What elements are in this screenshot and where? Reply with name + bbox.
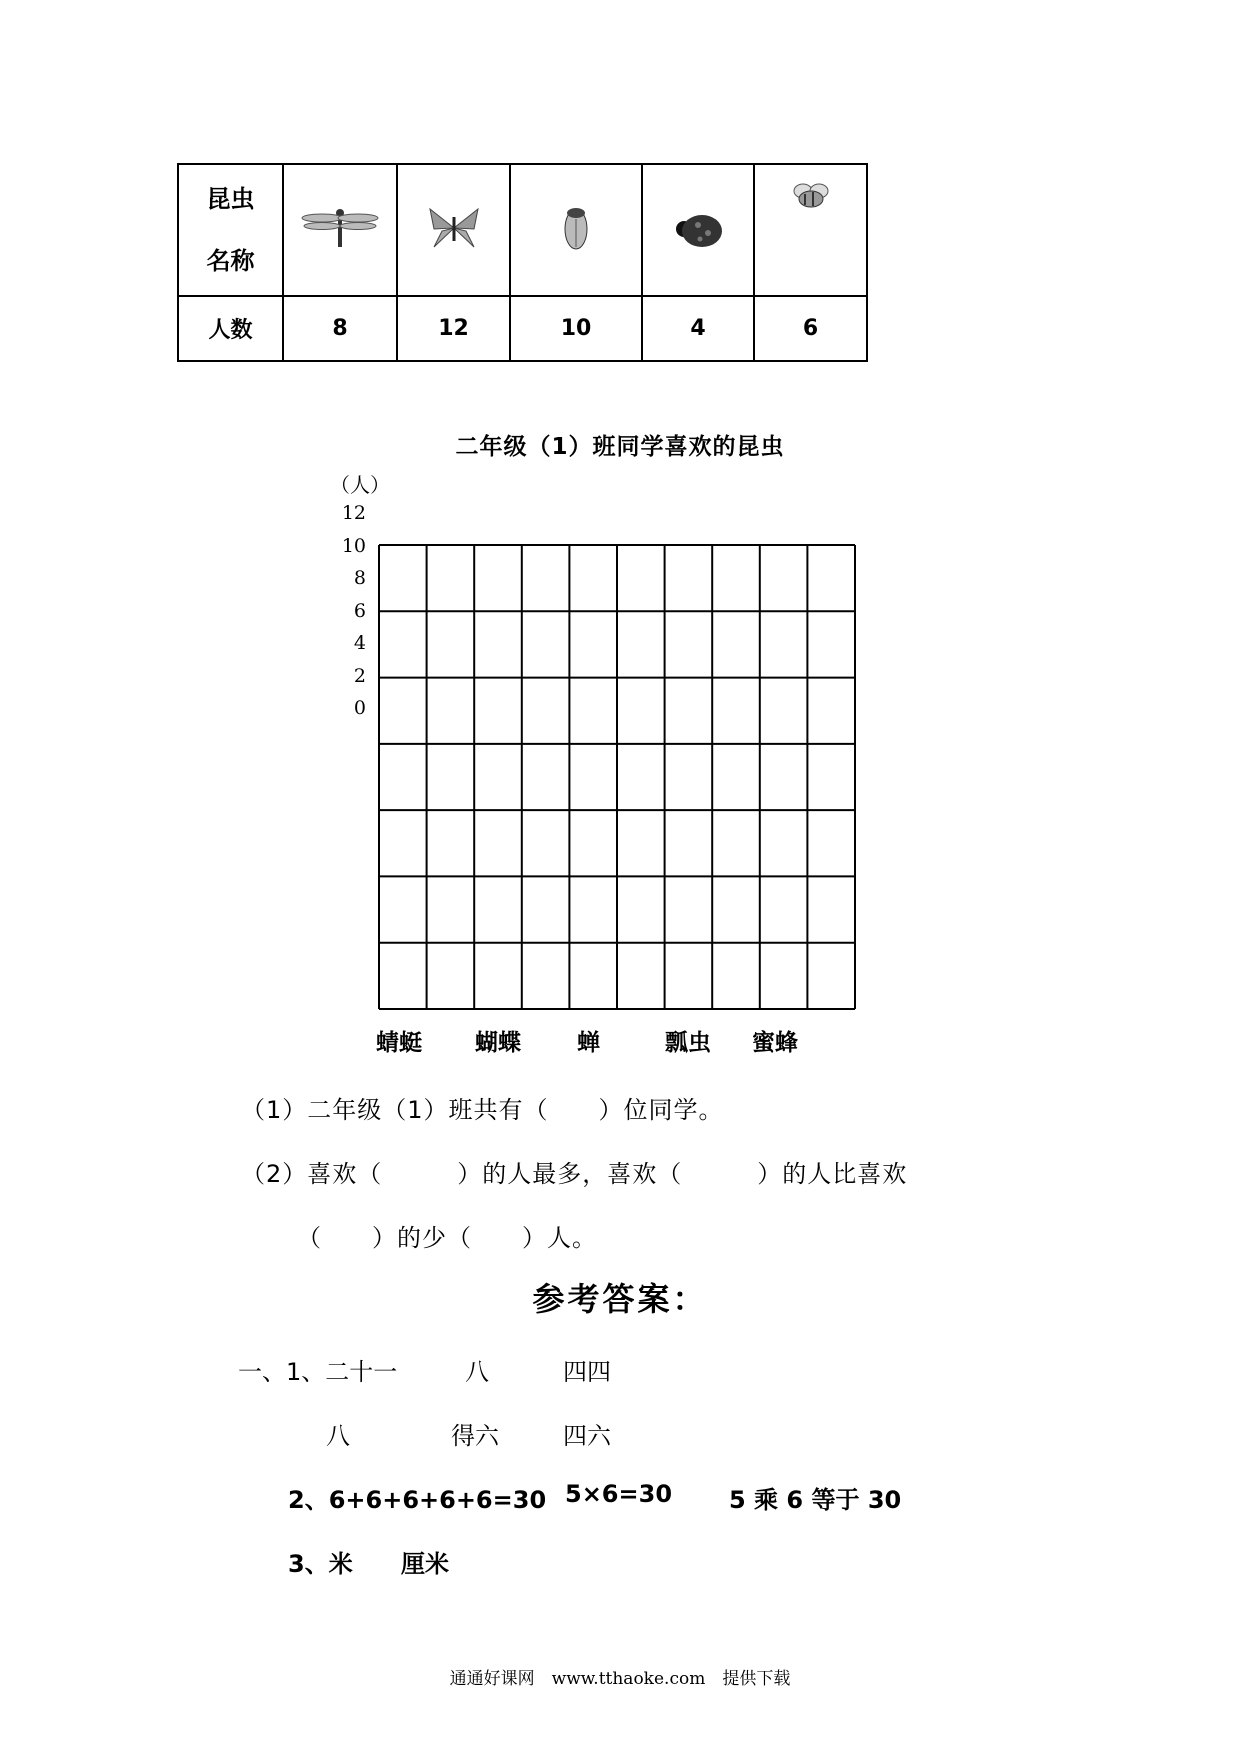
- y-tick-label: 8: [353, 567, 366, 589]
- answers-title: 参考答案：: [532, 1280, 708, 1318]
- insect-table: [177, 163, 868, 362]
- answer-line-3b: 5×6=30: [565, 1480, 673, 1508]
- table-cell-bee: [754, 164, 867, 296]
- category-label: 蜻蜓: [376, 1030, 422, 1056]
- category-label: 蝉: [577, 1030, 600, 1056]
- answer-line-1c: 四四: [563, 1358, 611, 1386]
- y-tick-label: 2: [353, 664, 366, 687]
- count-cell: 4: [642, 296, 754, 361]
- answer-line-2c: 四六: [563, 1422, 611, 1450]
- count-cell: 12: [397, 296, 510, 361]
- answer-line-1a: 一、1、二十一: [238, 1358, 398, 1386]
- table-cell-cicada: [510, 164, 642, 296]
- ladybug-icon: [670, 203, 726, 253]
- cicada-icon: [556, 203, 596, 253]
- table-cell-butterfly: [397, 164, 510, 296]
- dragonfly-icon: [300, 203, 380, 253]
- question-2: （2）喜欢（ ）的人最多，喜欢（ ）的人比喜欢: [241, 1160, 908, 1188]
- answer-line-3c: 5 乘 6 等于 30: [729, 1486, 902, 1514]
- question-1: （1）二年级（1）班共有（ ）位同学。: [241, 1096, 724, 1124]
- chart-grid: [376, 542, 858, 1012]
- y-axis-unit: （人）: [330, 473, 390, 497]
- y-tick-label: 4: [353, 632, 366, 654]
- question-2-continued: （ ）的少（ ）人。: [297, 1224, 597, 1252]
- category-label: 瓢虫: [665, 1030, 711, 1056]
- header-count-label: 人数: [178, 296, 283, 361]
- count-cell: 6: [754, 296, 867, 361]
- table-header-name: [178, 164, 283, 296]
- y-tick-label: 12: [341, 502, 366, 524]
- chart-title: 二年级（1）班同学喜欢的昆虫: [455, 434, 785, 460]
- count-cell: 8: [283, 296, 397, 361]
- answer-line-2b: 得六: [451, 1422, 499, 1450]
- table-cell-ladybug: [642, 164, 754, 296]
- y-tick-label: 6: [353, 599, 366, 622]
- y-tick-label: 0: [353, 697, 366, 719]
- table-cell-dragonfly: [283, 164, 397, 296]
- footer-credit: 通通好课网 www.tthaoke.com 提供下载: [449, 1669, 791, 1689]
- answer-line-3a: 2、6+6+6+6+6=30: [288, 1486, 547, 1514]
- answer-line-1b: 八: [465, 1358, 489, 1386]
- bee-icon: [789, 179, 833, 213]
- butterfly-icon: [424, 203, 484, 253]
- answer-line-4a: 3、米: [288, 1550, 353, 1578]
- header-name-label: 昆虫名称: [206, 185, 255, 275]
- answer-line-2a: 八: [326, 1422, 350, 1450]
- table-row: [178, 296, 867, 361]
- table-row: [178, 164, 867, 296]
- category-label: 蝴蝶: [475, 1030, 521, 1056]
- y-tick-label: 10: [341, 534, 366, 557]
- count-cell: 10: [510, 296, 642, 361]
- category-label: 蜜蜂: [752, 1030, 798, 1056]
- answer-line-4b: 厘米: [401, 1550, 449, 1578]
